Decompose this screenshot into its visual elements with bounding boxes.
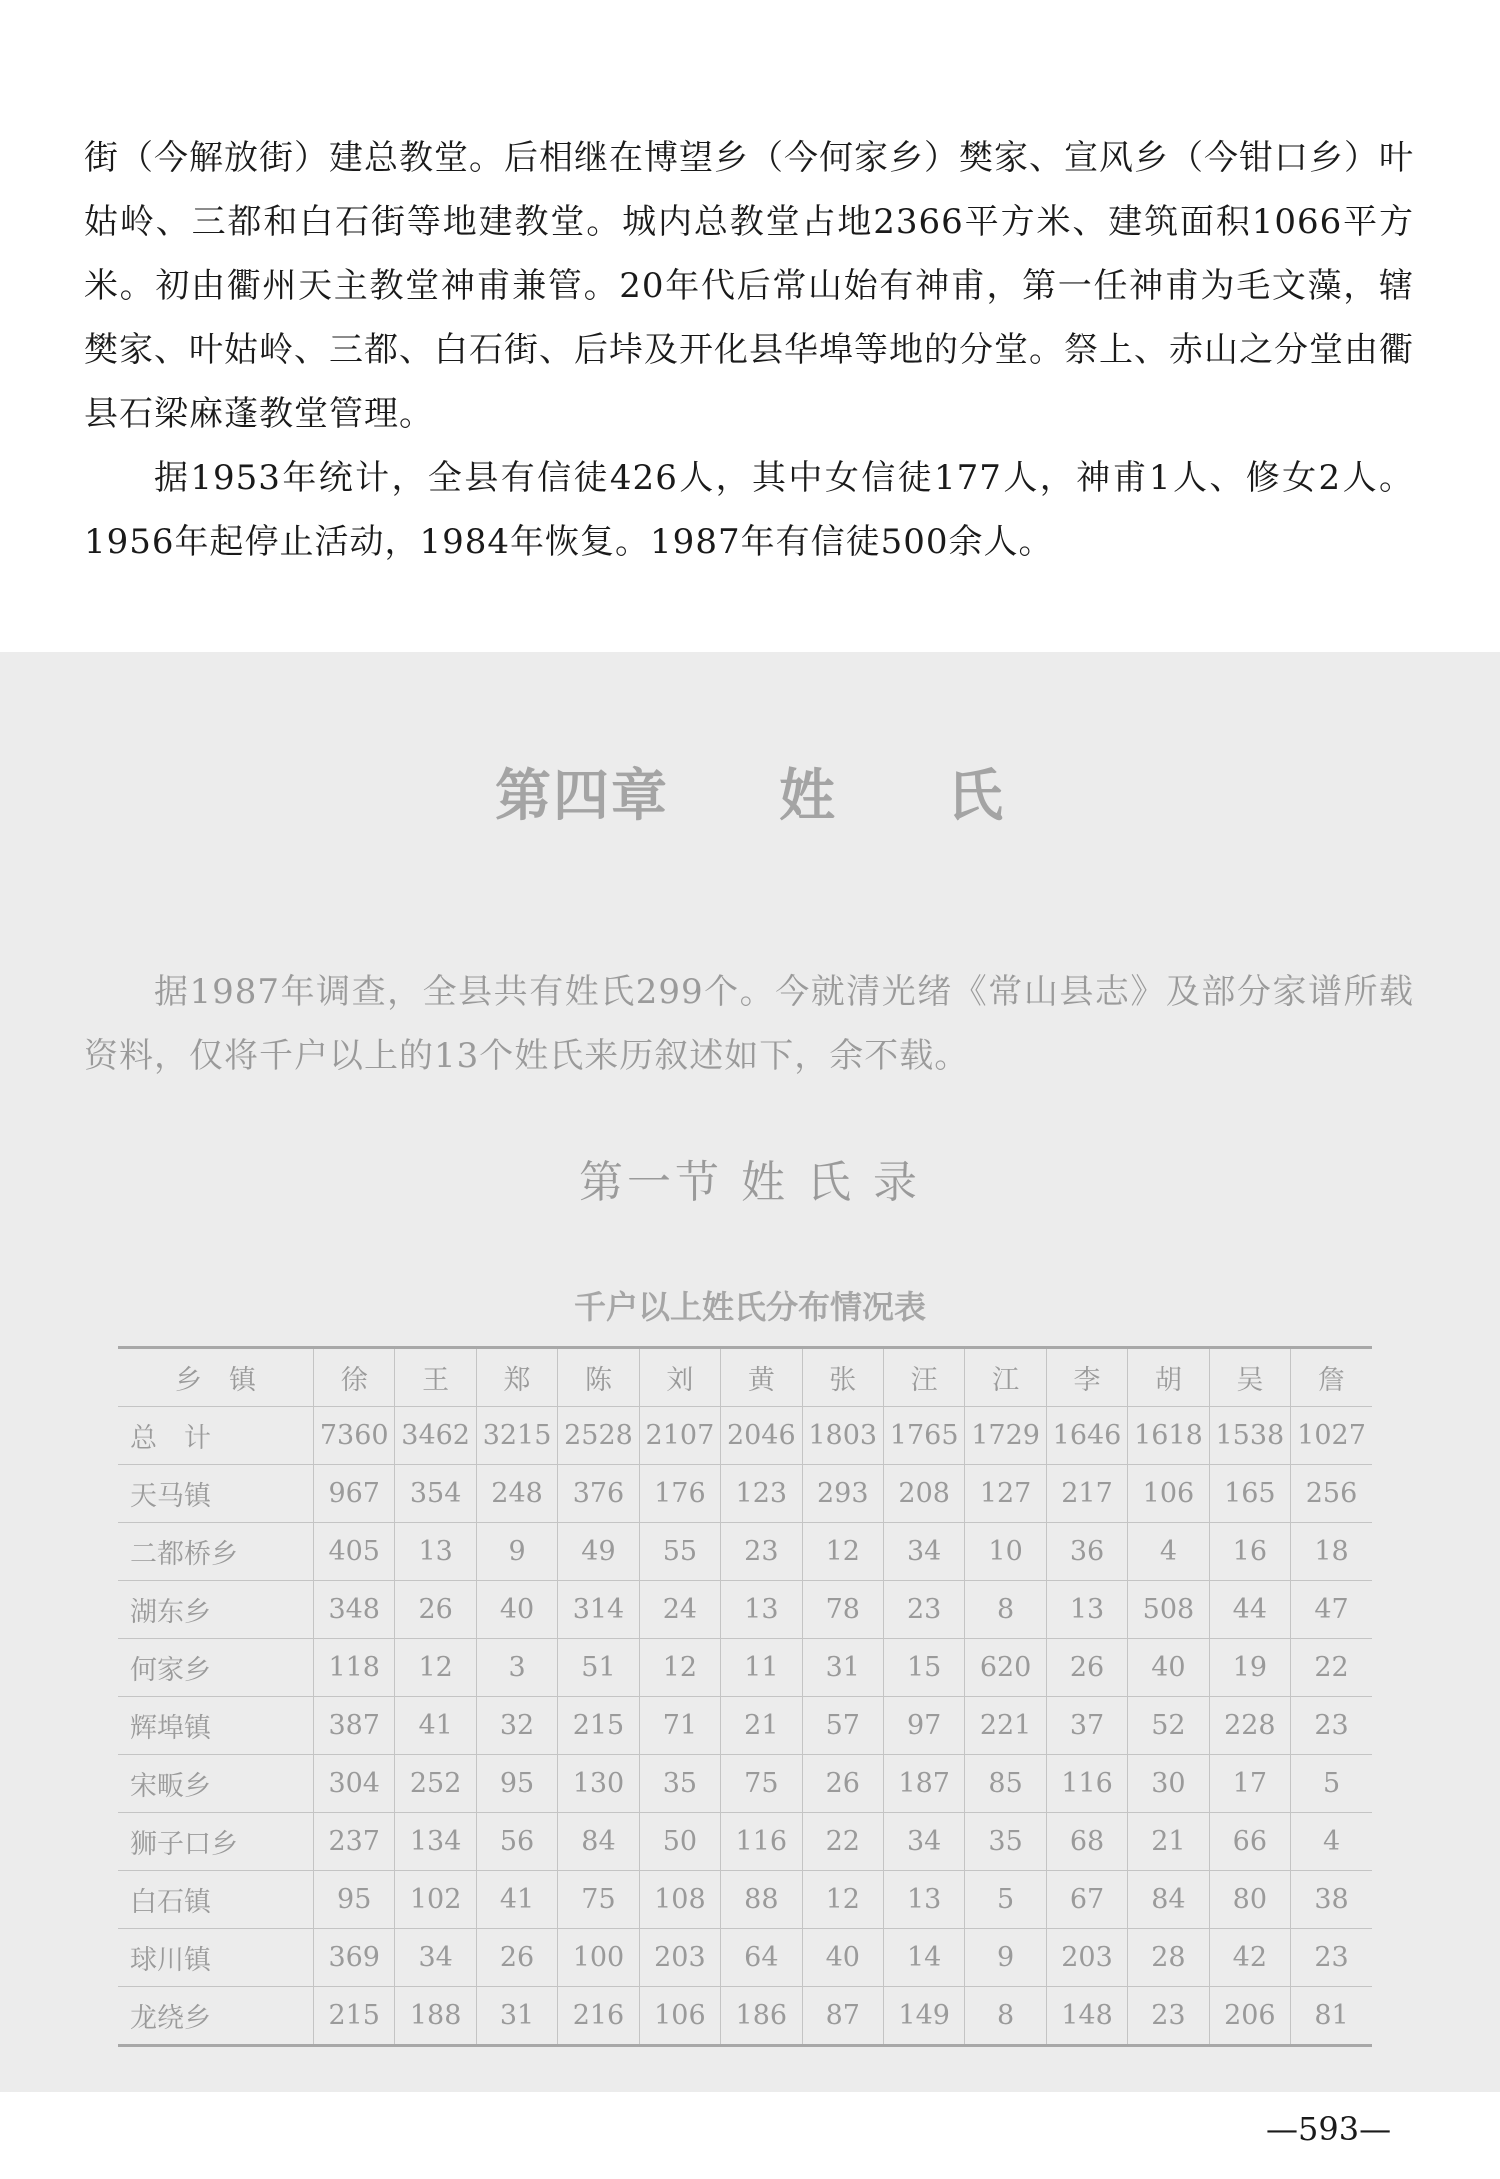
table-cell: 41 — [476, 1871, 557, 1929]
table-cell: 11 — [721, 1639, 802, 1697]
table-cell: 187 — [883, 1755, 964, 1813]
table-row — [118, 1755, 1372, 1813]
row-town: 宋畈乡 — [118, 1755, 314, 1813]
table-cell: 13 — [395, 1523, 476, 1581]
table-cell: 40 — [476, 1581, 557, 1639]
table-cell: 248 — [476, 1465, 557, 1523]
table-cell: 176 — [639, 1465, 720, 1523]
table-row — [118, 1523, 1372, 1581]
table-header — [118, 1348, 1372, 1407]
table-cell: 17 — [1209, 1755, 1290, 1813]
table-cell: 123 — [721, 1465, 802, 1523]
table-cell: 148 — [1046, 1987, 1127, 2046]
table-header-row — [118, 1348, 1372, 1407]
table-cell: 88 — [721, 1871, 802, 1929]
table-cell: 118 — [314, 1639, 395, 1697]
table-cell: 49 — [558, 1523, 639, 1581]
table-cell: 252 — [395, 1755, 476, 1813]
header-surname: 詹 — [1291, 1348, 1372, 1407]
table-cell: 22 — [802, 1813, 883, 1871]
table-cell: 217 — [1046, 1465, 1127, 1523]
table-cell: 57 — [802, 1697, 883, 1755]
table-cell: 12 — [802, 1523, 883, 1581]
table-cell: 508 — [1128, 1581, 1209, 1639]
table-cell: 16 — [1209, 1523, 1290, 1581]
table-cell: 8 — [965, 1581, 1046, 1639]
row-town: 二都桥乡 — [118, 1523, 314, 1581]
header-surname: 张 — [802, 1348, 883, 1407]
chapter-intro — [84, 960, 1414, 1088]
table-cell: 50 — [639, 1813, 720, 1871]
table-cell: 97 — [883, 1697, 964, 1755]
table-cell: 34 — [883, 1813, 964, 1871]
table-cell: 95 — [314, 1871, 395, 1929]
table-cell: 106 — [1128, 1465, 1209, 1523]
chapter-number: 第四章 — [495, 764, 669, 829]
table-cell: 23 — [1128, 1987, 1209, 2046]
table-cell: 256 — [1291, 1465, 1372, 1523]
table-cell: 2046 — [721, 1407, 802, 1465]
header-town: 乡 镇 — [118, 1348, 314, 1407]
row-town: 湖东乡 — [118, 1581, 314, 1639]
table-cell: 9 — [965, 1929, 1046, 1987]
table-cell: 1646 — [1046, 1407, 1127, 1465]
table-cell: 68 — [1046, 1813, 1127, 1871]
table-cell: 67 — [1046, 1871, 1127, 1929]
table-cell: 215 — [558, 1697, 639, 1755]
header-surname: 吴 — [1209, 1348, 1290, 1407]
table-cell: 26 — [476, 1929, 557, 1987]
table-cell: 23 — [1291, 1929, 1372, 1987]
table-cell: 188 — [395, 1987, 476, 2046]
table-row — [118, 1465, 1372, 1523]
table-cell: 237 — [314, 1813, 395, 1871]
table-cell: 40 — [1128, 1639, 1209, 1697]
table-cell: 116 — [721, 1813, 802, 1871]
table-cell: 95 — [476, 1755, 557, 1813]
chapter-title-char-2: 氏 — [947, 764, 1005, 829]
table-cell: 85 — [965, 1755, 1046, 1813]
table-cell: 348 — [314, 1581, 395, 1639]
table-cell: 71 — [639, 1697, 720, 1755]
table-row — [118, 1813, 1372, 1871]
table-cell: 3 — [476, 1639, 557, 1697]
table-row — [118, 1871, 1372, 1929]
header-surname: 黄 — [721, 1348, 802, 1407]
table-cell: 221 — [965, 1697, 1046, 1755]
body-paragraph-2: 据1953年统计，全县有信徒426人，其中女信徒177人，神甫1人、修女2人。1956年起停止活动，1984年恢复。1987年有信徒500余人。 — [84, 458, 1414, 562]
table-cell: 55 — [639, 1523, 720, 1581]
table-cell: 30 — [1128, 1755, 1209, 1813]
table-cell: 81 — [1291, 1987, 1372, 2046]
table-cell: 3462 — [395, 1407, 476, 1465]
table-cell: 47 — [1291, 1581, 1372, 1639]
table-cell: 37 — [1046, 1697, 1127, 1755]
table-cell: 9 — [476, 1523, 557, 1581]
header-surname: 江 — [965, 1348, 1046, 1407]
table-cell: 51 — [558, 1639, 639, 1697]
table-cell: 13 — [883, 1871, 964, 1929]
row-town: 天马镇 — [118, 1465, 314, 1523]
row-town: 球川镇 — [118, 1929, 314, 1987]
table-cell: 21 — [721, 1697, 802, 1755]
table-cell: 44 — [1209, 1581, 1290, 1639]
chapter-title-char-1: 姓 — [779, 764, 837, 829]
table-cell: 15 — [883, 1639, 964, 1697]
table-cell: 13 — [721, 1581, 802, 1639]
row-town: 总 计 — [118, 1407, 314, 1465]
table-cell: 5 — [1291, 1755, 1372, 1813]
table-cell: 23 — [1291, 1697, 1372, 1755]
table-cell: 4 — [1291, 1813, 1372, 1871]
table-cell: 1803 — [802, 1407, 883, 1465]
table-cell: 12 — [802, 1871, 883, 1929]
table-cell: 100 — [558, 1929, 639, 1987]
table-cell: 40 — [802, 1929, 883, 1987]
table-cell: 2107 — [639, 1407, 720, 1465]
chapter-intro-text: 据1987年调查，全县共有姓氏299个。今就清光绪《常山县志》及部分家谱所载资料，仅将千户以上的13个姓氏来历叙述如下，余不载。 — [84, 972, 1414, 1076]
table-cell: 130 — [558, 1755, 639, 1813]
table-cell: 5 — [965, 1871, 1046, 1929]
table-cell: 41 — [395, 1697, 476, 1755]
table-cell: 42 — [1209, 1929, 1290, 1987]
header-surname: 陈 — [558, 1348, 639, 1407]
table-cell: 35 — [639, 1755, 720, 1813]
row-town: 白石镇 — [118, 1871, 314, 1929]
table-cell: 34 — [883, 1523, 964, 1581]
table-cell: 314 — [558, 1581, 639, 1639]
table-cell: 35 — [965, 1813, 1046, 1871]
chapter-title — [0, 752, 1500, 832]
header-surname: 郑 — [476, 1348, 557, 1407]
table-row — [118, 1929, 1372, 1987]
table-cell: 620 — [965, 1639, 1046, 1697]
table-cell: 304 — [314, 1755, 395, 1813]
table-cell: 134 — [395, 1813, 476, 1871]
table-cell: 102 — [395, 1871, 476, 1929]
table-cell: 23 — [721, 1523, 802, 1581]
header-surname: 刘 — [639, 1348, 720, 1407]
table-cell: 387 — [314, 1697, 395, 1755]
table-cell: 31 — [476, 1987, 557, 2046]
page-number: —593— — [1266, 2110, 1392, 2148]
table-cell: 127 — [965, 1465, 1046, 1523]
table-cell: 19 — [1209, 1639, 1290, 1697]
table-cell: 13 — [1046, 1581, 1127, 1639]
table-cell: 293 — [802, 1465, 883, 1523]
table-cell: 24 — [639, 1581, 720, 1639]
table-cell: 84 — [558, 1813, 639, 1871]
table-cell: 87 — [802, 1987, 883, 2046]
table-cell: 10 — [965, 1523, 1046, 1581]
table-cell: 75 — [721, 1755, 802, 1813]
table-cell: 203 — [639, 1929, 720, 1987]
row-town: 辉埠镇 — [118, 1697, 314, 1755]
table-cell: 26 — [395, 1581, 476, 1639]
table-cell: 31 — [802, 1639, 883, 1697]
table-title: 千户以上姓氏分布情况表 — [573, 1288, 926, 1326]
table-cell: 56 — [476, 1813, 557, 1871]
table-cell: 208 — [883, 1465, 964, 1523]
table-cell: 405 — [314, 1523, 395, 1581]
chapter-panel — [0, 652, 1500, 2092]
table-cell: 21 — [1128, 1813, 1209, 1871]
header-surname: 王 — [395, 1348, 476, 1407]
table-body — [118, 1407, 1372, 2046]
body-paragraph-1: 街（今解放街）建总教堂。后相继在博望乡（今何家乡）樊家、宣风乡（今钳口乡）叶姑岭、三都和白石街等地建教堂。城内总教堂占地2366平方米、建筑面积1066平方米。初由衢州天主教堂神甫兼管。20年代后常山始有神甫，第一任神甫为毛文藻，辖樊家、叶姑岭、三都、白石街、后垰及开化县华埠等地的分堂。祭上、赤山之分堂由衢县石梁麻蓬教堂管理。 — [84, 138, 1414, 434]
table-cell: 216 — [558, 1987, 639, 2046]
table-cell: 106 — [639, 1987, 720, 2046]
body-text — [84, 126, 1414, 574]
table-cell: 108 — [639, 1871, 720, 1929]
table-cell: 52 — [1128, 1697, 1209, 1755]
table-cell: 12 — [395, 1639, 476, 1697]
table-cell: 967 — [314, 1465, 395, 1523]
table-cell: 116 — [1046, 1755, 1127, 1813]
table-cell: 23 — [883, 1581, 964, 1639]
table-row — [118, 1987, 1372, 2046]
table-row — [118, 1407, 1372, 1465]
surname-distribution-table — [118, 1346, 1372, 2047]
table-cell: 369 — [314, 1929, 395, 1987]
header-surname: 汪 — [883, 1348, 964, 1407]
header-surname: 胡 — [1128, 1348, 1209, 1407]
table-cell: 12 — [639, 1639, 720, 1697]
table-cell: 84 — [1128, 1871, 1209, 1929]
table-row — [118, 1581, 1372, 1639]
table-row — [118, 1697, 1372, 1755]
table-cell: 26 — [802, 1755, 883, 1813]
table-cell: 7360 — [314, 1407, 395, 1465]
table-cell: 28 — [1128, 1929, 1209, 1987]
table-cell: 165 — [1209, 1465, 1290, 1523]
table-cell: 64 — [721, 1929, 802, 1987]
table-cell: 1538 — [1209, 1407, 1290, 1465]
table-cell: 4 — [1128, 1523, 1209, 1581]
table-cell: 66 — [1209, 1813, 1290, 1871]
row-town: 龙绕乡 — [118, 1987, 314, 2046]
table-cell: 75 — [558, 1871, 639, 1929]
row-town: 狮子口乡 — [118, 1813, 314, 1871]
table-cell: 8 — [965, 1987, 1046, 2046]
table-cell: 1618 — [1128, 1407, 1209, 1465]
table-cell: 186 — [721, 1987, 802, 2046]
table-cell: 354 — [395, 1465, 476, 1523]
table-row — [118, 1639, 1372, 1697]
table-cell: 1729 — [965, 1407, 1046, 1465]
section-title: 第一节 姓 氏 录 — [579, 1157, 921, 1208]
header-surname: 李 — [1046, 1348, 1127, 1407]
table-cell: 149 — [883, 1987, 964, 2046]
table-cell: 215 — [314, 1987, 395, 2046]
table-cell: 36 — [1046, 1523, 1127, 1581]
table-cell: 206 — [1209, 1987, 1290, 2046]
header-surname: 徐 — [314, 1348, 395, 1407]
table-cell: 376 — [558, 1465, 639, 1523]
table-cell: 2528 — [558, 1407, 639, 1465]
table-cell: 22 — [1291, 1639, 1372, 1697]
table-cell: 32 — [476, 1697, 557, 1755]
table-cell: 228 — [1209, 1697, 1290, 1755]
table-cell: 1765 — [883, 1407, 964, 1465]
table-cell: 26 — [1046, 1639, 1127, 1697]
table-cell: 78 — [802, 1581, 883, 1639]
table-cell: 14 — [883, 1929, 964, 1987]
table-cell: 203 — [1046, 1929, 1127, 1987]
row-town: 何家乡 — [118, 1639, 314, 1697]
table-cell: 18 — [1291, 1523, 1372, 1581]
table-cell: 34 — [395, 1929, 476, 1987]
table-cell: 80 — [1209, 1871, 1290, 1929]
table-cell: 3215 — [476, 1407, 557, 1465]
table-cell: 38 — [1291, 1871, 1372, 1929]
table-cell: 1027 — [1291, 1407, 1372, 1465]
